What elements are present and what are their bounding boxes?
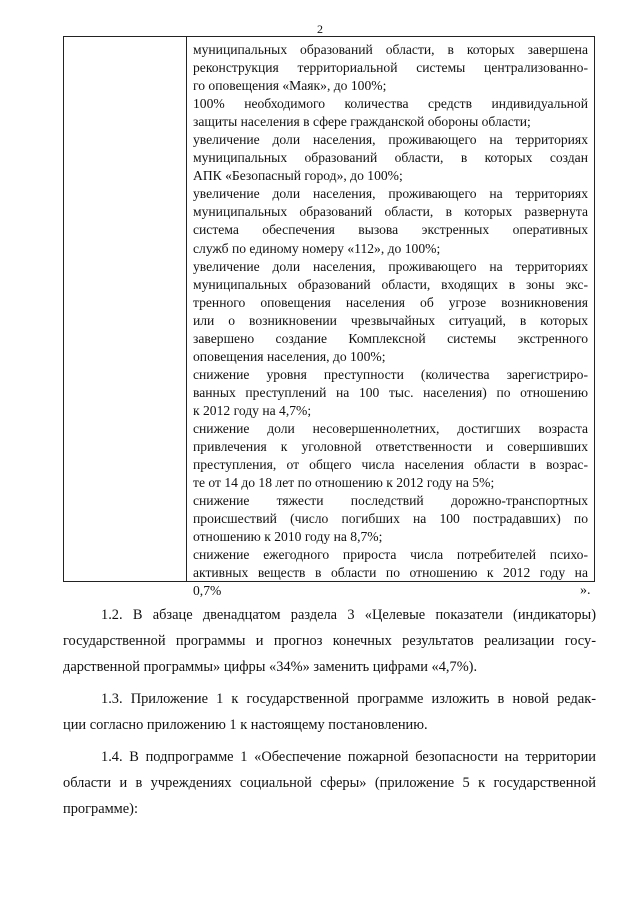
table-text-line: увеличение доли населения, проживающего на территориях [193, 186, 588, 202]
table-text-line: 100% необходимого количества средств индивидуальной [193, 96, 588, 112]
table-text-line: снижение уровня преступности (количества зарегистриро- [193, 366, 588, 382]
paragraph-1-4 [63, 744, 596, 822]
table-text-line: служб по единому номеру «112», до 100%; [193, 240, 441, 256]
table-text-line: завершено создание Комплексной системы экстренного [193, 330, 588, 346]
paragraph-line: области и в учреждениях социальной сферы» (приложение 5 к государственной [63, 775, 596, 791]
table-text-line: снижение ежегодного прироста числа потребителей психо- [193, 547, 588, 563]
paragraph-line: 1.4. В подпрограмме 1 «Обеспечение пожарной безопасности на территории [101, 749, 596, 765]
paragraph-line: программе): [63, 801, 138, 817]
table-text-line: происшествий (число погибших на 100 пострадавших) по [193, 511, 588, 527]
paragraph-1-2 [63, 602, 596, 680]
table-text-line: го оповещения «Маяк», до 100%; [193, 78, 387, 94]
table-text-line: муниципальных образований области, в которых развернута [193, 204, 588, 220]
table-text-line: те от 14 до 18 лет по отношению к 2012 году на 5%; [193, 475, 495, 491]
table-text-line: активных веществ в области по отношению к 2012 году на [193, 565, 588, 581]
table-text-line: отношению к 2010 году на 8,7%; [193, 529, 383, 545]
table-text-line: тренного оповещения населения об угрозе возникновения [193, 294, 588, 310]
table-text-line: ванных преступлений на 100 тыс. населения) по отношению [193, 384, 588, 400]
table-left-cell [64, 37, 187, 581]
table-text-line: АПК «Безопасный город», до 100%; [193, 168, 403, 184]
table-text-line: снижение тяжести последствий дорожно-транспортных [193, 493, 588, 509]
table-text-line: 0,7% [193, 583, 222, 599]
paragraph-1-3 [63, 686, 596, 738]
indicators-table [63, 36, 595, 599]
table-right-cell [187, 37, 594, 599]
table-text-line: снижение доли несовершеннолетних, достигших возраста [193, 420, 588, 436]
table-text-line: увеличение доли населения, проживающего на территориях [193, 258, 588, 274]
paragraph-line: 1.2. В абзаце двенадцатом раздела 3 «Целевые показатели (индикаторы) [101, 607, 596, 623]
paragraph-line: дарственной программы» цифры «34%» заменить цифрами «4,7%). [63, 659, 478, 675]
table-text-line: к 2012 году на 4,7%; [193, 402, 312, 418]
paragraph-line: государственной программы и прогноз конечных результатов реализации госу- [63, 633, 596, 649]
table-text-line: муниципальных образований области, входящих в зоны экс- [193, 276, 588, 292]
table-text-line: привлечения к уголовной ответственности и совершивших [193, 439, 588, 455]
table-text-line: реконструкция территориальной системы централизованно- [193, 60, 588, 76]
table-text-line: система обеспечения вызова экстренных оперативных [193, 222, 588, 238]
table-text-line: муниципальных образований области, в которых завершена [193, 42, 588, 57]
table-text-line: защиты населения в сфере гражданской обороны области; [193, 114, 531, 130]
paragraph-line: 1.3. Приложение 1 к государственной программе изложить в новой редак- [101, 691, 596, 707]
table-text-line: преступления, от общего числа населения области в возрас- [193, 457, 588, 473]
table-text-line: увеличение доли населения, проживающего на территориях [193, 132, 588, 148]
table-text-line: оповещения населения, до 100%; [193, 348, 386, 364]
paragraph-line: ции согласно приложению 1 к настоящему постановлению. [63, 717, 428, 733]
table-text-line: или о возникновении чрезвычайных ситуаций, в которых [193, 312, 588, 328]
table-text-line: муниципальных образований области, в которых создан [193, 150, 588, 166]
closing-quote: ». [580, 583, 591, 598]
page-number: 2 [317, 22, 323, 36]
